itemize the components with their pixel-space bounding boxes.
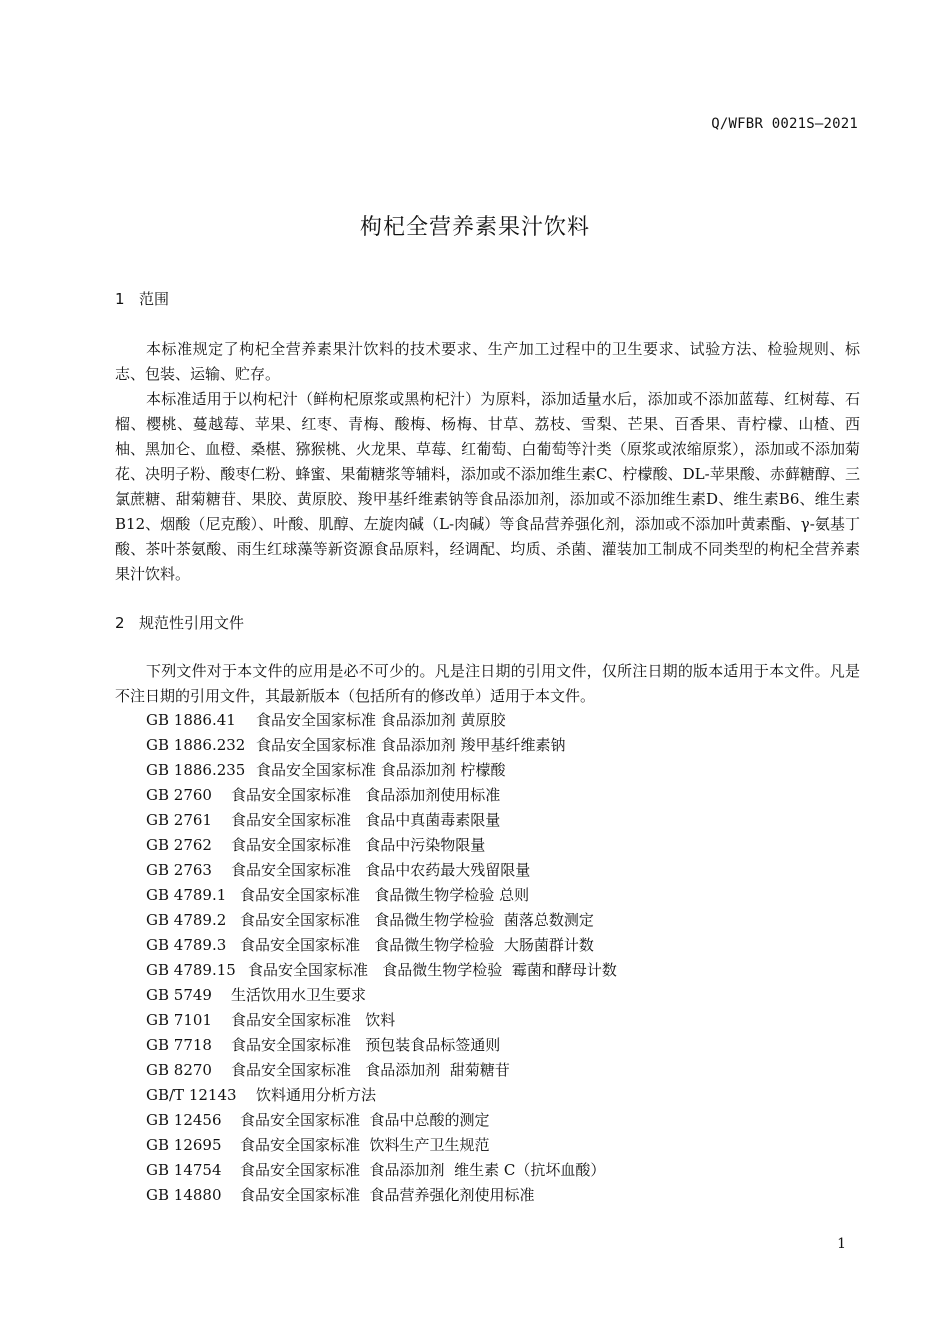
reference-code: GB 2760 [146,786,212,804]
reference-title: 食品安全国家标准 食品添加剂 黄原胶 [256,711,506,729]
reference-code: GB 5749 [146,986,212,1004]
reference-item [146,883,617,908]
reference-title: 食品安全国家标准 食品添加剂 柠檬酸 [256,761,506,779]
reference-title: 食品安全国家标准 食品微生物学检验 霉菌和酵母计数 [248,961,617,979]
reference-title: 食品安全国家标准 食品添加剂 甜菊糖苷 [231,1061,510,1079]
reference-code: GB 2762 [146,836,212,854]
reference-code: GB 12456 [146,1111,222,1129]
reference-title: 食品安全国家标准 食品添加剂使用标准 [231,786,501,804]
reference-code: GB 1886.235 [146,761,246,779]
reference-code: GB 8270 [146,1061,212,1079]
reference-code: GB 1886.41 [146,711,236,729]
reference-title: 食品安全国家标准 食品微生物学检验 菌落总数测定 [240,911,594,929]
page-number: 1 [837,1236,846,1252]
reference-item [146,908,617,933]
reference-code: GB 4789.3 [146,936,227,954]
reference-title: 食品安全国家标准 食品营养强化剂使用标准 [240,1186,535,1204]
reference-code: GB 4789.2 [146,911,227,929]
reference-item [146,983,617,1008]
references-intro-paragraph: 下列文件对于本文件的应用是必不可少的。凡是注日期的引用文件，仅所注日期的版本适用于本文件。凡是不注日期的引用文件，其最新版本（包括所有的修改单）适用于本文件。 [115,662,860,705]
reference-item [146,958,617,983]
reference-code: GB 2763 [146,861,212,879]
reference-title: 食品安全国家标准 食品中农药最大残留限量 [231,861,531,879]
reference-code: GB 7718 [146,1036,212,1054]
reference-title: 食品安全国家标准 食品微生物学检验 大肠菌群计数 [240,936,594,954]
reference-title: 食品安全国家标准 饮料 [231,1011,396,1029]
document-code: Q/WFBR 0021S—2021 [711,116,858,132]
reference-item [146,1033,617,1058]
reference-item [146,833,617,858]
reference-title: 食品安全国家标准 食品添加剂 维生素 C（抗坏血酸） [240,1161,606,1179]
reference-item [146,1008,617,1033]
section-title: 规范性引用文件 [139,614,245,632]
reference-code: GB 14880 [146,1186,222,1204]
reference-item [146,808,617,833]
reference-code: GB 7101 [146,1011,212,1029]
reference-item [146,758,617,783]
normative-references-list [146,708,617,1208]
reference-item [146,733,617,758]
section-number: 2 [115,614,125,632]
reference-title: 食品安全国家标准 食品中真菌毒素限量 [231,811,501,829]
reference-title: 食品安全国家标准 食品中污染物限量 [231,836,486,854]
reference-code: GB 2761 [146,811,212,829]
reference-item [146,708,617,733]
reference-item [146,783,617,808]
scope-paragraph-1: 本标准规定了枸杞全营养素果汁饮料的技术要求、生产加工过程中的卫生要求、试验方法、检验规则、标志、包装、运输、贮存。 [115,340,860,383]
reference-item [146,1133,617,1158]
reference-title: 食品安全国家标准 饮料生产卫生规范 [240,1136,490,1154]
reference-title: 食品安全国家标准 食品微生物学检验 总则 [240,886,530,904]
reference-code: GB 4789.15 [146,961,236,979]
reference-code: GB 4789.1 [146,886,227,904]
reference-item [146,1158,617,1183]
reference-item [146,858,617,883]
section-number: 1 [115,290,125,308]
reference-item [146,1183,617,1208]
section-1-heading [115,288,169,309]
reference-code: GB 14754 [146,1161,222,1179]
reference-title: 食品安全国家标准 食品中总酸的测定 [240,1111,490,1129]
reference-title: 生活饮用水卫生要求 [231,986,367,1004]
document-title: 枸杞全营养素果汁饮料 [359,215,590,240]
reference-title: 食品安全国家标准 食品添加剂 羧甲基纤维素钠 [256,736,566,754]
reference-code: GB/T 12143 [146,1086,237,1104]
scope-paragraph-2: 本标准适用于以枸杞汁（鲜枸杞原浆或黑枸杞汁）为原料，添加适量水后，添加或不添加蓝莓、红树莓、石榴、樱桃、蔓越莓、苹果、红枣、青梅、酸梅、杨梅、甘草、荔枝、雪梨、芒果、百香果、青柠檬、山楂、西柚、黑加仑、血橙、桑椹、猕猴桃、火龙果、草莓、红葡萄、白葡萄等汁类（原浆或浓缩原浆），添加或不添加菊花、决明子粉、酸枣仁粉、蜂蜜、果葡糖浆等辅料，添加或不添加维生素C、柠檬酸、DL-苹果酸、赤藓糖醇、三氯蔗糖、甜菊糖苷、果胶、黄原胶、羧甲基纤维素钠等食品添加剂，添加或不添加维生素D、维生素B6、维生素B12、烟酸（尼克酸）、叶酸、肌醇、左旋肉碱（L-肉碱）等食品营养强化剂，添加或不添加叶黄素酯、γ-氨基丁酸、茶叶茶氨酸、雨生红球藻等新资源食品原料，经调配、均质、杀菌、灌装加工制成不同类型的枸杞全营养素果汁饮料。 [115,390,860,583]
reference-title: 饮料通用分析方法 [256,1086,377,1104]
reference-code: GB 1886.232 [146,736,246,754]
reference-title: 食品安全国家标准 预包装食品标签通则 [231,1036,501,1054]
reference-item [146,1108,617,1133]
reference-item [146,1058,617,1083]
reference-code: GB 12695 [146,1136,222,1154]
section-title: 范围 [139,290,170,308]
reference-item [146,933,617,958]
section-2-heading [115,612,244,633]
reference-item [146,1083,617,1108]
